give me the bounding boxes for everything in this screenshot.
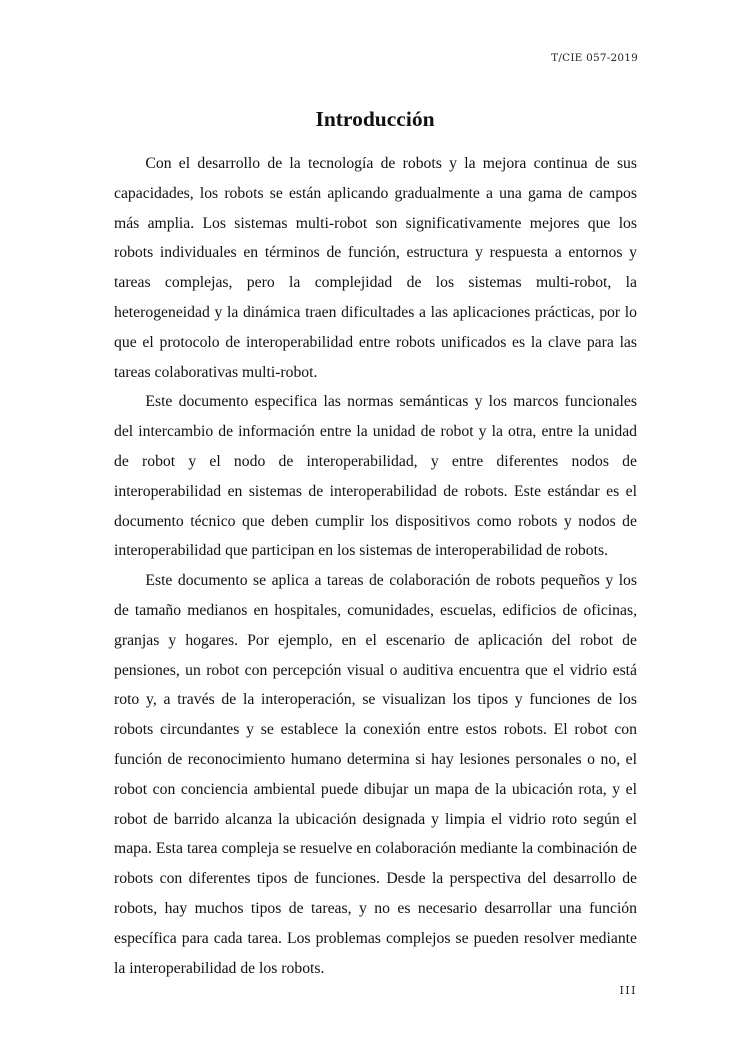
paragraph-2: Este documento especifica las normas semánticas y los marcos funcionales del intercambio de información entre la unidad de robot y la otra, entre la unidad de robot y el nodo de interoperabilidad, y entre diferentes nodos de interoperabilidad en sistemas de interoperabilidad de robots. Este estándar es el documento técnico que deben cumplir los dispositivos como robots y nodos de interoperabilidad que participan en los sistemas de interoperabilidad de robots. bbox=[114, 393, 637, 560]
page-title: Introducción bbox=[315, 107, 435, 131]
document-code: T/CIE 057-2019 bbox=[551, 52, 638, 64]
document-body bbox=[114, 149, 637, 983]
paragraph-1: Con el desarrollo de la tecnología de robots y la mejora continua de sus capacidades, los robots se están aplicando gradualmente a una gama de campos más amplia. Los sistemas multi-robot son significativamente mejores que los robots individuales en términos de función, estructura y respuesta a entornos y tareas complejas, pero la complejidad de los sistemas multi-robot, la heterogeneidad y la dinámica traen dificultades a las aplicaciones prácticas, por lo que el protocolo de interoperabilidad entre robots unificados es la clave para las tareas colaborativas multi-robot. bbox=[114, 155, 637, 381]
paragraph-3: Este documento se aplica a tareas de colaboración de robots pequeños y los de tamaño medianos en hospitales, comunidades, escuelas, edificios de oficinas, granjas y hogares. Por ejemplo, en el escenario de aplicación del robot de pensiones, un robot con percepción visual o auditiva encuentra que el vidrio está roto y, a través de la interoperación, se visualizan los tipos y funciones de los robots circundantes y se establece la conexión entre estos robots. El robot con función de reconocimiento humano determina si hay lesiones personales o no, el robot con conciencia ambiental puede dibujar un mapa de la ubicación rota, y el robot de barrido alcanza la ubicación designada y limpia el vidrio roto según el mapa. Esta tarea compleja se resuelve en colaboración mediante la combinación de robots con diferentes tipos de funciones. Desde la perspectiva del desarrollo de robots, hay muchos tipos de tareas, y no es necesario desarrollar una función específica para cada tarea. Los problemas complejos se pueden resolver mediante la interoperabilidad de los robots. bbox=[114, 572, 637, 977]
page-number: III bbox=[619, 984, 637, 997]
